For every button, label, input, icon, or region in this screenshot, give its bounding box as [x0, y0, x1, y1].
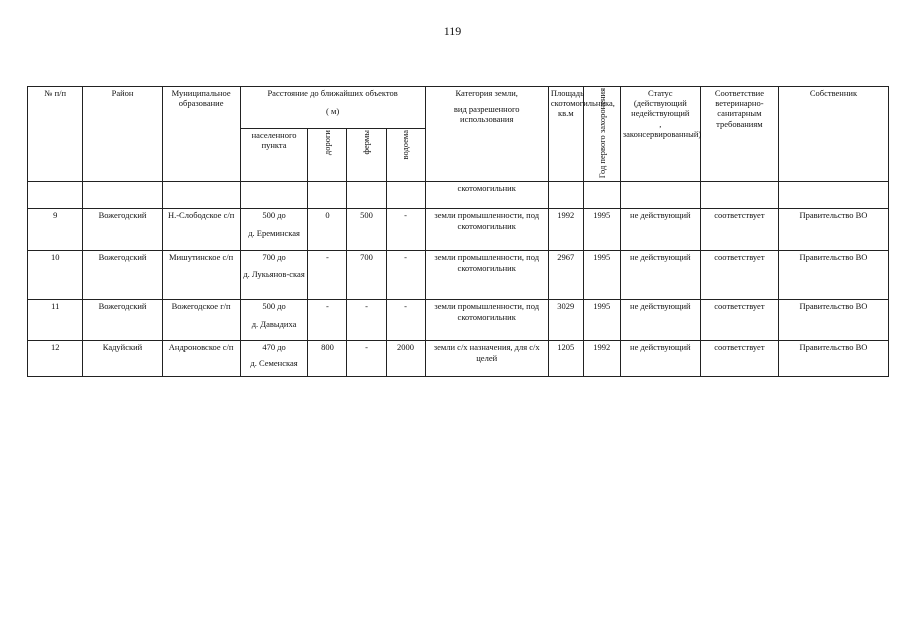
- settlement-name: д. Лукьянов-ская: [243, 268, 305, 279]
- cell-roads: 800: [308, 341, 347, 377]
- cell-status: не действующий: [620, 209, 700, 251]
- cell-year: 1995: [583, 300, 620, 341]
- cell-farms: -: [347, 300, 386, 341]
- cell-no: 12: [28, 341, 83, 377]
- status-comma: ,: [659, 118, 662, 129]
- table-row: [28, 251, 889, 300]
- cell-compliance: соответствует: [700, 251, 778, 300]
- settlement-distance: 700 до: [262, 252, 286, 263]
- continuation-category: скотомогильник: [425, 182, 548, 209]
- settlement-distance: 500 до: [262, 301, 286, 312]
- cattle-burial-registry-table: [27, 86, 889, 377]
- col-header-municipality-text: Муниципальное образование: [171, 88, 231, 109]
- cell-year: 1995: [583, 251, 620, 300]
- table-row: [28, 300, 889, 341]
- cell-roads: -: [308, 251, 347, 300]
- status-subtitle: законсервированный): [622, 128, 702, 139]
- col-header-district-text: Район: [111, 88, 134, 98]
- cell-district: Вожегодский: [83, 251, 162, 300]
- cell-area: 3029: [548, 300, 583, 341]
- cell-municipality: Мишутинское с/п: [162, 251, 240, 300]
- cell-compliance: соответствует: [700, 300, 778, 341]
- cell-area: 2967: [548, 251, 583, 300]
- col-header-settlement-text: населенного пункта: [251, 130, 297, 151]
- col-header-owner: [778, 87, 888, 182]
- category-title: Категория земли,: [455, 88, 518, 98]
- col-header-owner-text: Собственник: [809, 88, 858, 98]
- cell-roads: -: [308, 300, 347, 341]
- col-header-year-text: Год первого захоронения: [596, 88, 607, 179]
- cell-area: 1205: [548, 341, 583, 377]
- settlement-name: д. Семенская: [250, 357, 298, 368]
- cell-owner: Правительство ВО: [778, 300, 888, 341]
- col-header-district: [83, 87, 162, 182]
- cell-status: не действующий: [620, 341, 700, 377]
- cell-municipality: Н.-Слободское с/п: [162, 209, 240, 251]
- col-header-area-text: Площадь скотомогильника, кв.м: [550, 88, 615, 119]
- distance-group-unit: ( м): [326, 106, 340, 117]
- cell-category: земли промышленности, под скотомогильник: [425, 209, 548, 251]
- cell-status: не действующий: [620, 300, 700, 341]
- page-number: 119: [443, 24, 462, 38]
- cell-status: не действующий: [620, 251, 700, 300]
- cell-owner: Правительство ВО: [778, 209, 888, 251]
- settlement-distance: 470 до: [262, 342, 286, 353]
- cell-category: земли промышленности, под скотомогильник: [425, 300, 548, 341]
- col-header-farms-text: фермы: [361, 130, 372, 155]
- col-header-roads: [308, 129, 347, 182]
- col-header-water-text: водоема: [400, 130, 411, 160]
- table-row: [28, 341, 889, 377]
- cell-category: земли промышленности, под скотомогильник: [425, 251, 548, 300]
- cell-owner: Правительство ВО: [778, 341, 888, 377]
- cell-no: 9: [28, 209, 83, 251]
- cell-compliance: соответствует: [700, 209, 778, 251]
- distance-group-title: Расстояние до ближайших объектов: [267, 88, 398, 98]
- continuation-row: [28, 182, 889, 209]
- cell-no: 11: [28, 300, 83, 341]
- cell-settlement: [240, 251, 308, 300]
- col-header-status: [620, 87, 700, 182]
- cell-owner: Правительство ВО: [778, 251, 888, 300]
- cell-no: 10: [28, 251, 83, 300]
- cell-municipality: Вожегодское г/п: [162, 300, 240, 341]
- cell-settlement: [240, 209, 308, 251]
- cell-category: земли с/х назначения, для с/х целей: [425, 341, 548, 377]
- col-header-farms: [347, 129, 386, 182]
- cell-farms: -: [347, 341, 386, 377]
- cell-water: -: [386, 251, 425, 300]
- cell-settlement: [240, 341, 308, 377]
- settlement-name: д. Давыдиха: [251, 318, 297, 329]
- col-header-compliance-text: Соответствие ветеринарно-санитарным требованиям: [714, 88, 764, 129]
- col-header-no: [28, 87, 83, 182]
- col-header-distance-group: [240, 87, 425, 129]
- cell-compliance: соответствует: [700, 341, 778, 377]
- cell-farms: 500: [347, 209, 386, 251]
- col-header-compliance: [700, 87, 778, 182]
- cell-year: 1992: [583, 341, 620, 377]
- cell-farms: 700: [347, 251, 386, 300]
- col-header-municipality: [162, 87, 240, 182]
- settlement-name: д. Ереминская: [248, 227, 300, 238]
- header-row: [28, 87, 889, 129]
- col-header-roads-text: дороги: [322, 130, 333, 156]
- col-header-category: [425, 87, 548, 182]
- col-header-no-text: № п/п: [44, 88, 67, 98]
- cell-water: -: [386, 209, 425, 251]
- cell-municipality: Андроновское с/п: [162, 341, 240, 377]
- cell-year: 1995: [583, 209, 620, 251]
- cell-district: Вожегодский: [83, 209, 162, 251]
- cell-water: -: [386, 300, 425, 341]
- cell-roads: 0: [308, 209, 347, 251]
- cell-district: Кадуйский: [83, 341, 162, 377]
- settlement-distance: 500 до: [262, 210, 286, 221]
- table-row: [28, 209, 889, 251]
- cell-district: Вожегодский: [83, 300, 162, 341]
- cell-settlement: [240, 300, 308, 341]
- cell-area: 1992: [548, 209, 583, 251]
- col-header-water: [386, 129, 425, 182]
- status-title: Статус (действующий недействующий: [631, 88, 690, 119]
- category-subtitle: вид разрешенного использования: [453, 104, 520, 125]
- col-header-settlement: [240, 129, 308, 182]
- cell-water: 2000: [386, 341, 425, 377]
